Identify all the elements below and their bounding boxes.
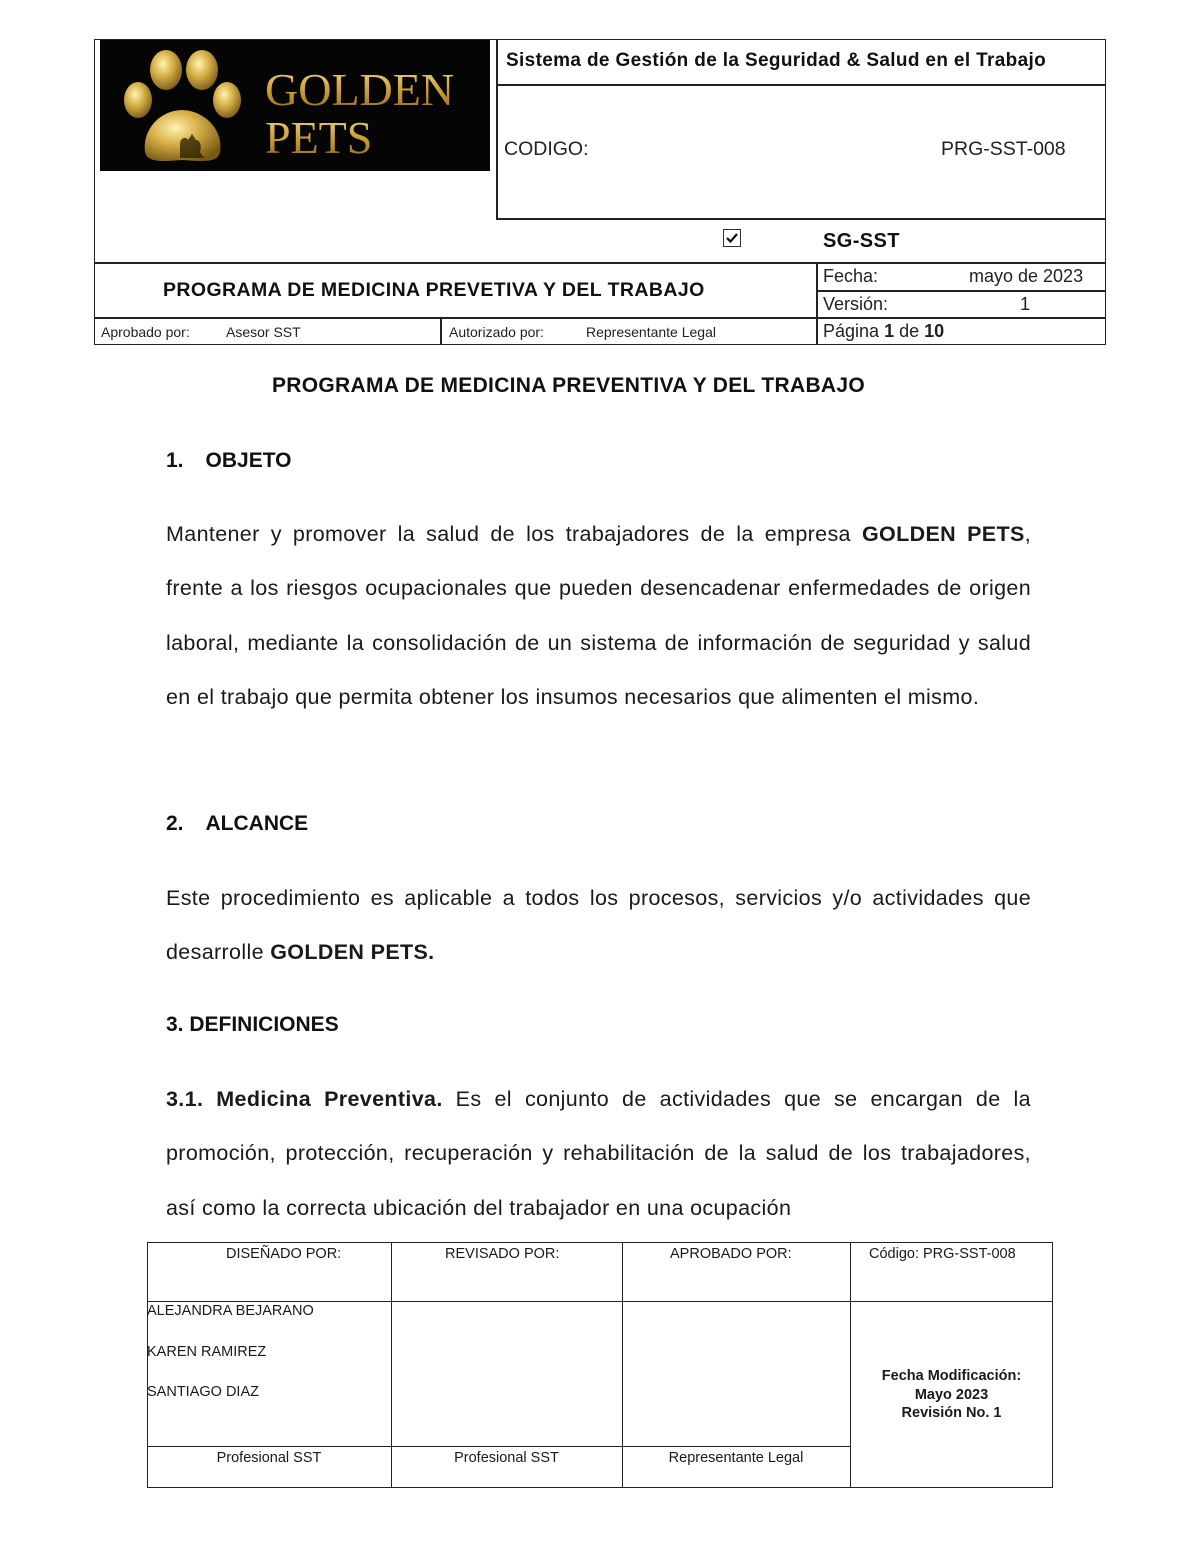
svg-text:GOLDEN: GOLDEN bbox=[265, 64, 455, 115]
footer-fecha-mod-value: Mayo 2023 bbox=[914, 1387, 989, 1403]
section-heading-objeto: 1. OBJETO bbox=[166, 449, 292, 472]
footer-role: Profesional SST bbox=[216, 1450, 322, 1466]
header-divider bbox=[496, 218, 1106, 220]
footer-divider bbox=[147, 1446, 851, 1447]
paw-logo-icon bbox=[100, 40, 490, 171]
codigo-value: PRG-SST-008 bbox=[941, 138, 1066, 160]
page-indicator: Página 1 de 10 bbox=[823, 321, 945, 341]
footer-role: Representante Legal bbox=[668, 1450, 804, 1466]
fecha-label: Fecha: bbox=[823, 266, 879, 286]
version-label: Versión: bbox=[823, 294, 889, 314]
section-heading-alcance: 2. ALCANCE bbox=[166, 812, 309, 835]
company-logo bbox=[100, 40, 490, 171]
footer-name: KAREN RAMIREZ bbox=[147, 1344, 267, 1360]
footer-divider bbox=[850, 1242, 851, 1488]
footer-revisado-header: REVISADO POR: bbox=[445, 1246, 560, 1262]
footer-fecha-mod-label: Fecha Modificación: bbox=[881, 1368, 1022, 1384]
autorizado-value: Representante Legal bbox=[586, 324, 716, 340]
footer-name: SANTIAGO DIAZ bbox=[147, 1384, 259, 1400]
aprobado-value: Asesor SST bbox=[226, 324, 301, 340]
header-divider bbox=[496, 39, 498, 219]
version-value: 1 bbox=[1020, 294, 1031, 314]
footer-disenado-header: DISEÑADO POR: bbox=[226, 1246, 342, 1262]
alcance-paragraph: Este procedimiento es aplicable a todos los procesos, servicios y/o actividades que desarrolle GOLDEN PETS. bbox=[166, 886, 1031, 965]
sg-sst-label: SG-SST bbox=[823, 230, 900, 252]
checkbox-checked-icon bbox=[723, 229, 741, 247]
footer-aprobado-header: APROBADO POR: bbox=[670, 1246, 792, 1262]
header-divider bbox=[816, 290, 1106, 292]
header-divider bbox=[496, 84, 1106, 86]
svg-text:PETS: PETS bbox=[265, 112, 373, 163]
header-divider bbox=[440, 317, 442, 345]
aprobado-label: Aprobado por: bbox=[101, 324, 190, 340]
footer-name: ALEJANDRA BEJARANO bbox=[147, 1303, 314, 1319]
autorizado-label: Autorizado por: bbox=[449, 324, 544, 340]
footer-codigo: Código: PRG-SST-008 bbox=[869, 1246, 1016, 1262]
system-title: Sistema de Gestión de la Seguridad & Salud en el Trabajo bbox=[506, 50, 1047, 71]
header-divider bbox=[94, 262, 1106, 264]
definiciones-paragraph: 3.1. Medicina Preventiva. Es el conjunto de actividades que se encargan de la promoción, protección, recuperación y rehabilitación de la salud de los trabajadores, así como la correcta ubicación del trabajador en una ocupación bbox=[166, 1087, 1031, 1220]
fecha-value: mayo de 2023 bbox=[969, 266, 1084, 286]
footer-role: Profesional SST bbox=[454, 1450, 559, 1466]
footer-revision: Revisión No. 1 bbox=[901, 1405, 1002, 1421]
document-title: PROGRAMA DE MEDICINA PREVENTIVA Y DEL TRABAJO bbox=[272, 374, 866, 397]
header-divider bbox=[816, 262, 818, 345]
codigo-label: CODIGO: bbox=[504, 138, 589, 160]
section-heading-definiciones: 3. DEFINICIONES bbox=[166, 1013, 339, 1036]
program-title: PROGRAMA DE MEDICINA PREVETIVA Y DEL TRABAJO bbox=[163, 279, 705, 301]
objeto-paragraph: Mantener y promover la salud de los trabajadores de la empresa GOLDEN PETS, frente a los riesgos ocupacionales que pueden desencadenar enfermedades de origen laboral, mediante la consolidación de un sistema de información de seguridad y salud en el trabajo que permita obtener los insumos necesarios que alimenten el mismo. bbox=[166, 522, 1032, 709]
header-divider bbox=[94, 317, 1106, 319]
